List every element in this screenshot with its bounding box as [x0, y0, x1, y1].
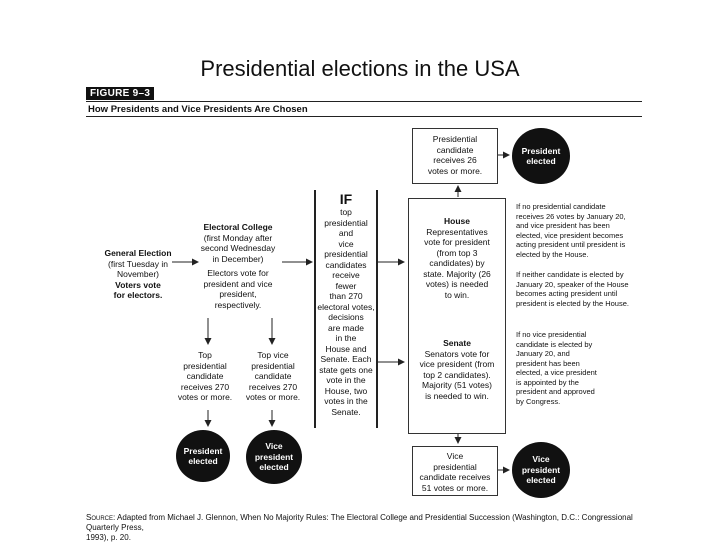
note-text: elected by the House. [516, 249, 589, 259]
senate-text: vice president (from [419, 359, 495, 369]
note-text: and vice president has been [516, 221, 610, 230]
if-text: Senate. Each [320, 354, 372, 364]
node-text: receives 270 [248, 381, 298, 392]
note-text: receives 26 votes by January 20, [516, 211, 626, 221]
vp-51-votes-box [412, 446, 498, 496]
general-election-action: Voters vote [115, 279, 161, 290]
box-text: candidate [436, 144, 474, 155]
senate-text: Senators vote for [424, 348, 490, 359]
if-text: House, two [324, 385, 368, 396]
if-text: receive [332, 270, 360, 280]
president-elected-circle [512, 128, 570, 184]
circle-text: president [254, 451, 294, 462]
note-text: elected, vice president becomes [516, 230, 624, 240]
if-text: state gets one [319, 364, 373, 375]
general-election-node [92, 248, 184, 301]
electoral-college-action: respectively. [214, 299, 262, 310]
if-text: votes in the [324, 396, 368, 406]
electoral-college-date: second Wednesday [200, 243, 276, 253]
electoral-college-action: president, [219, 289, 257, 299]
box-text: receives 26 [433, 155, 477, 165]
note-text: acting president until president is [516, 240, 626, 249]
note-text: president has been [516, 358, 580, 368]
figure-source [86, 513, 646, 543]
circle-text: elected [526, 156, 556, 166]
senate-text: Majority (51 votes) [422, 380, 492, 390]
if-text: are made [328, 322, 364, 333]
house-node [410, 216, 504, 300]
node-text: candidate [186, 371, 224, 381]
node-text: Top vice [257, 350, 289, 360]
source-label: Source: [86, 513, 116, 522]
note-neither-elected [516, 270, 646, 308]
house-text: vote for president [424, 237, 490, 247]
if-text: than 270 [329, 291, 363, 301]
if-text: House and [325, 343, 367, 354]
presidential-26-votes-box [412, 128, 498, 184]
top-presidential-candidate-node [170, 350, 240, 403]
if-text: top [340, 207, 352, 217]
node-text: presidential [183, 360, 227, 371]
house-text: state. Majority (26 [423, 268, 491, 279]
house-text: (from top 3 [436, 247, 478, 258]
vp-elected-circle [512, 442, 570, 498]
note-no-president [516, 202, 646, 259]
if-text: vote in the [326, 375, 366, 385]
circle-text: elected [188, 456, 218, 466]
if-text: decisions [328, 312, 364, 322]
circle-text: President [521, 145, 561, 156]
source-text: Adapted from Michael J. Glennon, When No Majority Rules: The Electoral College and Presidential Succession (Washington, D.C.: Congressional Quarterly Press, [86, 513, 633, 532]
node-text: votes or more. [177, 392, 233, 402]
note-text: January 20, and [516, 349, 570, 358]
senate-heading: Senate [443, 338, 471, 348]
house-text: votes) is needed [425, 279, 489, 289]
house-text: to win. [444, 289, 470, 300]
house-text: Representatives [426, 226, 488, 237]
vp-elected-circle [246, 430, 302, 484]
if-condition-box [314, 190, 378, 428]
if-text: and [338, 228, 354, 238]
electoral-college-action: president and vice [203, 278, 273, 289]
senate-node [410, 338, 504, 401]
note-text: candidate is elected by [516, 339, 593, 349]
note-text: is appointed by the [516, 377, 579, 387]
general-election-date: November) [116, 269, 160, 279]
general-election-date: (first Tuesday in [108, 258, 168, 269]
if-text: electoral votes, [317, 301, 375, 312]
electoral-college-date: (first Monday after [203, 232, 273, 243]
house-text: candidates) by [429, 258, 485, 268]
source-text: 1993), p. 20. [86, 533, 131, 542]
top-vp-candidate-node [238, 350, 308, 403]
general-election-action: for electors. [113, 290, 163, 300]
circle-text: elected [526, 475, 556, 486]
president-elected-circle [176, 430, 230, 482]
note-text: If no vice presidential [516, 330, 587, 339]
node-text: Top [198, 350, 212, 360]
box-text: Vice [446, 451, 464, 461]
electoral-college-date: in December) [212, 253, 264, 264]
note-text: president and approved [516, 387, 595, 396]
node-text: votes or more. [245, 392, 301, 402]
electoral-college-node [196, 222, 280, 310]
node-text: receives 270 [180, 381, 230, 392]
if-text: candidates [325, 259, 367, 270]
note-text: becomes acting president until [516, 289, 618, 298]
if-text: fewer [335, 280, 357, 291]
note-text: If neither candidate is elected by [516, 270, 624, 279]
circle-text: Vice [532, 454, 550, 465]
node-text: presidential [251, 360, 295, 371]
note-text: by Congress. [516, 396, 561, 406]
if-text: vice presidential [324, 238, 368, 259]
note-text: president is elected by the House. [516, 298, 629, 308]
circle-text: elected [259, 462, 289, 473]
circle-text: President [183, 445, 223, 456]
note-text: January 20, speaker of the House [516, 279, 629, 289]
figure-label: FIGURE 9–3 [86, 87, 154, 100]
box-text: votes or more. [427, 165, 483, 176]
senate-text: top 2 candidates). [423, 369, 491, 380]
box-text: candidate receives [419, 472, 491, 482]
box-text: 51 votes or more. [421, 482, 489, 493]
if-text: in the [335, 333, 357, 343]
page-title: Presidential elections in the USA [200, 56, 520, 81]
senate-text: is needed to win. [425, 390, 489, 401]
general-election-heading: General Election [104, 248, 172, 258]
figure-subtitle: How Presidents and Vice Presidents Are Chosen [88, 104, 308, 115]
note-text: If no presidential candidate [516, 202, 606, 211]
if-text: Senate. [331, 406, 361, 417]
if-text: presidential [324, 217, 368, 228]
note-text: elected, a vice president [516, 368, 597, 377]
note-no-vp [516, 330, 646, 406]
electoral-college-action: Electors vote for [207, 268, 269, 278]
box-text: Presidential [432, 134, 478, 144]
box-text: presidential [433, 461, 477, 472]
if-heading: IF [339, 191, 353, 207]
circle-text: Vice [265, 441, 283, 452]
electoral-college-heading: Electoral College [203, 222, 273, 232]
node-text: candidate [254, 371, 292, 381]
circle-text: president [521, 464, 561, 475]
house-heading: House [444, 216, 470, 226]
